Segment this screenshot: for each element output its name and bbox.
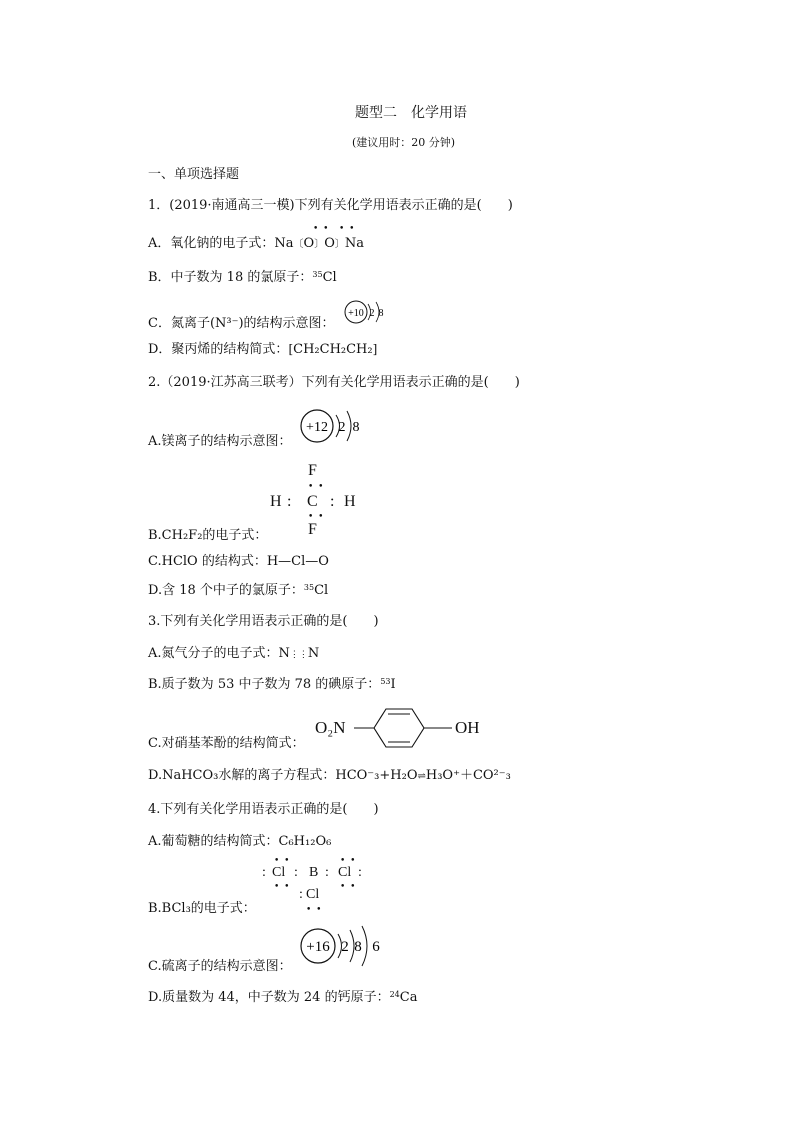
q4-option-a: A.葡萄糖的结构简式：C₆H₁₂O₆: [148, 834, 332, 849]
svg-text:8: 8: [352, 420, 360, 435]
svg-text:2: 2: [338, 420, 346, 435]
q4-bcl3-cl1: Cl: [272, 865, 286, 880]
q3-option-d: D.NaHCO₃水解的离子方程式：HCO⁻₃+H₂O⇌H₃O⁺＋CO²⁻₃: [148, 768, 511, 783]
q2-option-a: A.镁离子的结构示意图：: [148, 434, 292, 449]
svg-text:+12: +12: [306, 420, 328, 435]
svg-text:2: 2: [341, 939, 349, 955]
q3-option-a: A.氮气分子的电子式：N⋮⋮N: [148, 646, 320, 661]
q2-magnesium-ion-diagram: [298, 406, 368, 448]
page-title: 题型二 化学用语: [355, 105, 467, 121]
q1-option-b: B．中子数为 18 的氯原子：$^{35}$Cl: [148, 270, 337, 285]
q4-stem: 4.下列有关化学用语表示正确的是( ): [148, 802, 379, 817]
q3-option-b: B.质子数为 53 中子数为 78 的碘原子：$^{53}$I: [148, 677, 396, 692]
q1-nitrogen-ion-diagram: [344, 298, 392, 328]
q3-nitro-group: O₂N: [315, 718, 346, 737]
q4-sulfide-ion-diagram: [298, 924, 390, 970]
q3-hydroxyl: OH: [455, 718, 480, 737]
svg-text:8: 8: [378, 308, 384, 319]
q1-option-c: C．氮离子(N³⁻)的结构示意图：: [148, 316, 335, 331]
q2-ch2f2-center: C: [307, 493, 318, 510]
svg-text:6: 6: [372, 939, 380, 955]
q2-option-c: C.HClO 的结构式：H—Cl—O: [148, 554, 329, 569]
q2-ch2f2-left: H: [270, 493, 282, 510]
page-subtitle: (建议用时：20 分钟): [352, 136, 456, 149]
q2-ch2f2-bottom: F: [308, 521, 317, 538]
q4-bcl3-cl2: Cl: [338, 865, 352, 880]
q4-bcl3-b: B: [309, 865, 319, 880]
q1-option-d: D．聚丙烯的结构简式：[CH₂CH₂CH₂]: [148, 342, 378, 357]
q3-benzene-ring: [354, 706, 454, 750]
svg-text:2: 2: [369, 308, 375, 319]
q2-ch2f2-right: H: [344, 493, 356, 510]
q2-stem: 2.（2019·江苏高三联考）下列有关化学用语表示正确的是( ): [148, 375, 520, 390]
q4-option-c: C.硫离子的结构示意图：: [148, 959, 292, 974]
q3-stem: 3.下列有关化学用语表示正确的是( ): [148, 614, 379, 629]
q2-ch2f2-top: F: [308, 462, 317, 479]
q4-option-b: B.BCl₃的电子式：: [148, 901, 256, 916]
svg-text:+16: +16: [306, 939, 330, 955]
svg-text:8: 8: [354, 939, 362, 955]
svg-text:+10: +10: [348, 308, 364, 319]
q2-option-b: B.CH₂F₂的电子式：: [148, 528, 268, 543]
q4-bcl3-cl3: Cl: [306, 887, 320, 902]
q2-option-d: D.含 18 个中子的氯原子：$^{35}$Cl: [148, 583, 329, 598]
section-heading: 一、单项选择题: [148, 167, 240, 182]
q3-option-c: C.对硝基苯酚的结构简式：: [148, 736, 305, 751]
q1-stem: 1．(2019·南通高三一模)下列有关化学用语表示正确的是( ): [148, 198, 513, 213]
q1-option-a: A．氧化钠的电子式：Na〔O〕O〕Na: [148, 236, 364, 251]
q4-option-d: D.质量数为 44，中子数为 24 的钙原子：$^{24}$Ca: [148, 990, 418, 1005]
